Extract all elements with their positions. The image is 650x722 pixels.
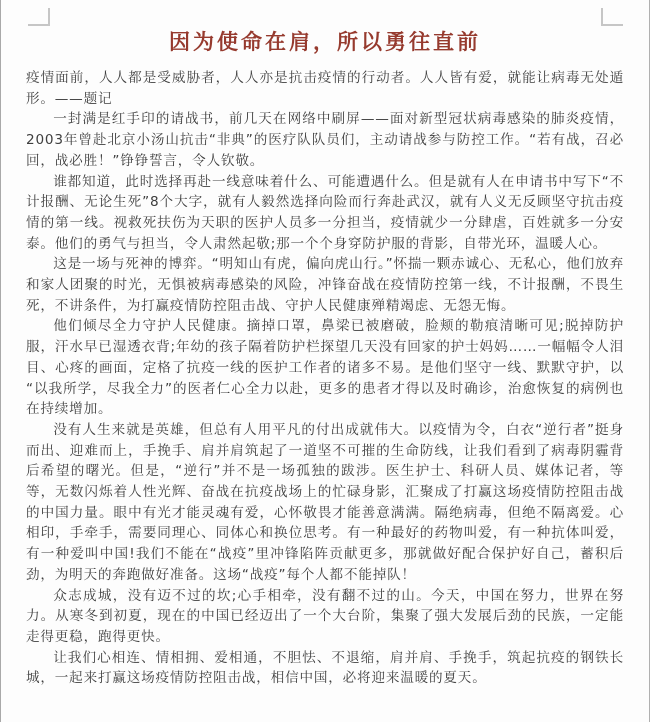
paragraph: 一封满是红手印的请战书，前几天在网络中刷屏——面对新型冠状病毒感染的肺炎疫情，2003年曾赴北京小汤山抗击“非典”的医疗队队员们，主动请战参与防控工作。“若有战，召必回，战必胜！”铮铮誓言，令人钦敬。 — [26, 111, 624, 169]
paragraph: 谁都知道，此时选择再赴一线意味着什么、可能遭遇什么。但是就有人在申请书中写下“不计报酬、无论生死”8个大字，就有人毅然选择向险而行奔赴武汉，就有人义无反顾坚守抗击疫情的第一线。视救死扶伤为天职的医护人员多一分担当，疫情就少一分肆虐，百姓就多一分安泰。他们的勇气与担当，令人肃然起敬;那一个个身穿防护服的背影，自带光环，温暖人心。 — [26, 173, 624, 252]
document-content — [26, 26, 624, 689]
text-boundary-mark-top-right — [601, 8, 623, 26]
text-boundary-mark-top-left — [28, 8, 50, 26]
paragraph-epigraph: 疫情面前，人人都是受威胁者，人人亦是抗击疫情的行动者。人人皆有爱，就能让病毒无处遁形。——题记 — [26, 70, 624, 107]
paragraph: 他们倾尽全力守护人民健康。摘掉口罩，鼻梁已被磨破，脸颊的勒痕清晰可见;脱掉防护服，汗水早已湿透衣背;年幼的孩子隔着防护栏探望几天没有回家的护士妈妈……一幅幅令人泪目、心疼的画面，定格了抗疫一线的医护工作者的诸多不易。是他们坚守一线、默默守护，以“以我所学，尽我全力”的医者仁心全力以赴，更多的患者才得以及时确诊，治愈恢复的病例也在持续增加。 — [26, 318, 624, 418]
paragraph: 没有人生来就是英雄，但总有人用平凡的付出成就伟大。以疫情为令，白衣“逆行者”挺身而出、迎难而上，手挽手、肩并肩筑起了一道坚不可摧的生命防线，让我们看到了病毒阴霾背后希望的曙光。但是，“逆行”并不是一场孤独的跋涉。医生护士、科研人员、媒体记者，等等，无数闪烁着人性光辉、奋战在抗疫战场上的忙碌身影，汇聚成了打赢这场疫情防控阻击战的中国力量。眼中有光才能灵魂有爱，心怀敬畏才能善意满满。隔绝病毒，但绝不隔离爱。心相印，手牵手，需要同理心、同体心和换位思考。有一种最好的药物叫爱，有一种抗体叫爱，有一种爱叫中国!我们不能在“战疫”里冲锋陷阵贡献更多，那就做好配合保护好自己，蓄积后劲，为明天的奔跑做好准备。这场“战疫”每个人都不能掉队！ — [26, 421, 624, 583]
paragraph: 让我们心相连、情相拥、爱相通，不胆怯、不退缩，肩并肩、手挽手，筑起抗疫的钢铁长城，一起来打赢这场疫情防控阻击战，相信中国，必将迎来温暖的夏天。 — [26, 649, 624, 687]
paragraph: 众志成城，没有迈不过的坎;心手相牵，没有翻不过的山。今天，中国在努力，世界在努力。从寒冬到初夏，现在的中国已经迈出了一个大台阶，集聚了强大发展后劲的民族，一定能走得更稳，跑得更快。 — [26, 587, 624, 645]
paragraph: 这是一场与死神的博弈。“明知山有虎，偏向虎山行。”怀揣一颗赤诚心、无私心，他们放弃和家人团聚的时光，无惧被病毒感染的风险，冲锋奋战在疫情防控第一线，不计报酬，不畏生死，不讲条件，为打赢疫情防控阻击战、守护人民健康殚精竭虑、无怨无悔。 — [26, 256, 624, 314]
document-title: 因为使命在肩，所以勇往直前 — [169, 30, 481, 54]
document-body — [26, 68, 624, 689]
